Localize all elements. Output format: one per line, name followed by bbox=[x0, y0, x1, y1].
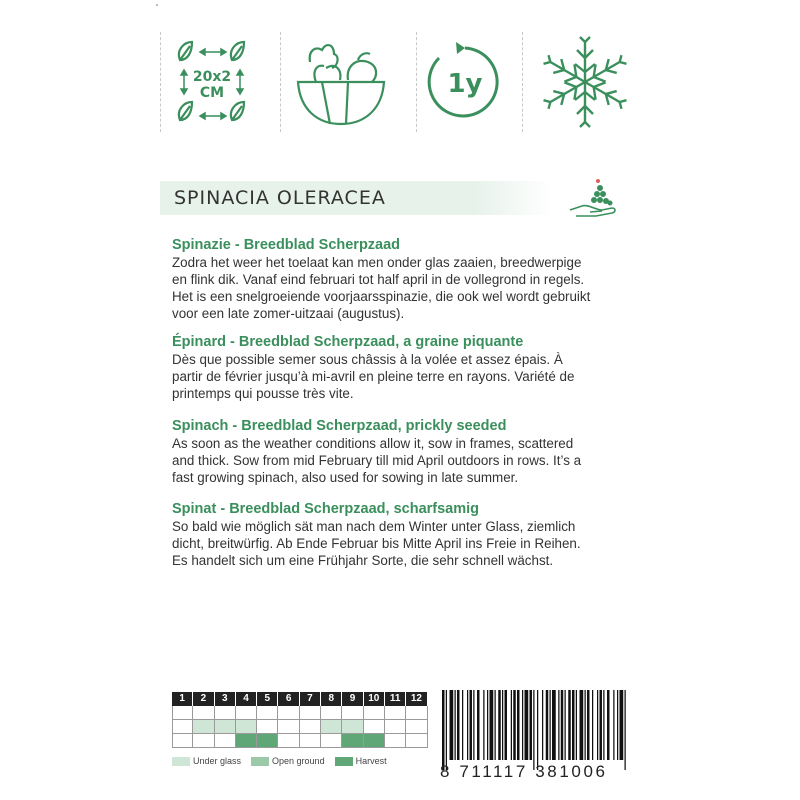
corner-mark bbox=[156, 4, 158, 6]
barcode-bar bbox=[572, 690, 575, 760]
section-heading: Épinard - Breedblad Scherpzaad, a graine piquante bbox=[172, 334, 524, 350]
section-heading: Spinach - Breedblad Scherpzaad, prickly seeded bbox=[172, 418, 507, 434]
barcode-bar bbox=[513, 690, 516, 760]
barcode-bar bbox=[530, 690, 533, 760]
barcode-bar bbox=[450, 690, 454, 760]
calendar-cell bbox=[278, 706, 299, 720]
body-line: As soon as the weather conditions allow it, sow in frames, scattered bbox=[172, 436, 574, 451]
calendar-cell bbox=[342, 734, 363, 748]
calendar-cell bbox=[172, 734, 193, 748]
section-dutch bbox=[172, 237, 642, 322]
month-label: 7 bbox=[300, 692, 321, 706]
barcode-bar bbox=[597, 690, 598, 760]
barcode-bar bbox=[498, 690, 501, 760]
body-line: and thick. Sow from mid February till mid April outdoors in rows. It’s a bbox=[172, 453, 582, 468]
body-line: printemps qui pousse très vite. bbox=[172, 386, 354, 401]
calendar-cell bbox=[406, 734, 427, 748]
spacing-unit: CM bbox=[199, 85, 225, 101]
calendar-cell bbox=[172, 706, 193, 720]
body-line: Es handelt sich um eine Frühjahr Sorte, die sehr schnell wächst. bbox=[172, 553, 554, 568]
month-label: 4 bbox=[236, 692, 257, 706]
month-label: 10 bbox=[364, 692, 385, 706]
divider bbox=[416, 32, 417, 132]
barcode-bar bbox=[625, 690, 626, 770]
spacing-value: 20x2 bbox=[192, 69, 232, 85]
barcode-bar bbox=[613, 690, 614, 760]
calendar-cell bbox=[236, 734, 257, 748]
calendar-cell bbox=[300, 720, 321, 734]
divider bbox=[160, 32, 161, 132]
calendar-cell bbox=[215, 706, 236, 720]
barcode-bar bbox=[467, 690, 468, 760]
calendar-cell bbox=[215, 720, 236, 734]
vegetable-bowl-icon bbox=[286, 32, 398, 132]
barcode-bar bbox=[522, 690, 523, 760]
barcode-bar bbox=[550, 690, 551, 760]
calendar-cell bbox=[300, 706, 321, 720]
body-line: So bald wie möglich sät man nach dem Winter unter Glass, ziemlich bbox=[172, 519, 576, 534]
section-german bbox=[172, 501, 642, 569]
legend-item bbox=[335, 756, 387, 766]
barcode-bar bbox=[576, 690, 577, 760]
month-label: 1 bbox=[172, 692, 193, 706]
calendar-cell bbox=[278, 720, 299, 734]
barcode-bar bbox=[558, 690, 559, 760]
section-heading: Spinat - Breedblad Scherpzaad, scharfsamig bbox=[172, 501, 480, 517]
barcode-bar bbox=[442, 690, 445, 770]
barcode-bar bbox=[495, 690, 496, 760]
barcode-bar bbox=[505, 690, 508, 760]
hand-seeds-icon bbox=[568, 176, 620, 222]
calendar-cell bbox=[257, 706, 278, 720]
barcode-bar bbox=[620, 690, 624, 760]
calendar-cell bbox=[321, 706, 342, 720]
calendar-cell bbox=[193, 734, 214, 748]
month-label: 8 bbox=[321, 692, 342, 706]
body-line: voor een late zomer-uitzaai (augustus). bbox=[172, 306, 405, 321]
calendar-cell bbox=[215, 734, 236, 748]
barcode-bar bbox=[533, 690, 534, 770]
legend-label: Open ground bbox=[272, 756, 325, 766]
annual-cycle-icon bbox=[422, 32, 508, 132]
calendar-cell bbox=[342, 706, 363, 720]
barcode-bar bbox=[580, 690, 584, 760]
month-label: 6 bbox=[278, 692, 299, 706]
barcode-bar bbox=[537, 690, 538, 770]
calendar-cell bbox=[385, 706, 406, 720]
month-label: 11 bbox=[385, 692, 406, 706]
calendar-cell bbox=[342, 720, 363, 734]
barcode-bar bbox=[483, 690, 484, 760]
legend-label: Harvest bbox=[355, 756, 387, 766]
barcode-bar bbox=[457, 690, 460, 760]
legend-item bbox=[172, 756, 241, 766]
latin-name-band bbox=[160, 181, 552, 215]
section-heading: Spinazie - Breedblad Scherpzaad bbox=[172, 237, 401, 253]
barcode-bar bbox=[542, 690, 543, 760]
legend-item bbox=[251, 756, 325, 766]
calendar-cell bbox=[193, 720, 214, 734]
month-header bbox=[172, 692, 428, 706]
barcode-bar bbox=[473, 690, 474, 760]
legend-swatch bbox=[335, 757, 353, 766]
barcode-bar bbox=[462, 690, 463, 760]
calendar-cell bbox=[257, 734, 278, 748]
calendar-cell bbox=[406, 706, 427, 720]
barcode-bar bbox=[568, 690, 571, 760]
divider bbox=[280, 32, 281, 132]
barcode-digits: 8 711117 381006 bbox=[440, 762, 608, 781]
month-label: 5 bbox=[257, 692, 278, 706]
barcode-bar bbox=[565, 690, 566, 760]
section-french bbox=[172, 334, 642, 402]
lifecycle-label: 1y bbox=[447, 69, 483, 99]
month-label: 9 bbox=[342, 692, 363, 706]
barcode-bar bbox=[446, 690, 447, 770]
barcode-bar bbox=[587, 690, 590, 760]
calendar-cell bbox=[278, 734, 299, 748]
barcode-bar bbox=[525, 690, 529, 760]
month-label: 2 bbox=[193, 692, 214, 706]
barcode-bar bbox=[490, 690, 494, 760]
barcode-bar bbox=[470, 690, 473, 760]
month-label: 3 bbox=[215, 692, 236, 706]
barcode-bar bbox=[546, 690, 549, 760]
calendar-row bbox=[172, 734, 428, 748]
barcode-bar bbox=[607, 690, 610, 760]
divider bbox=[522, 32, 523, 132]
body-line: partir de février jusqu’à mi-avril en pleine terre en rayons. Variété de bbox=[172, 369, 575, 384]
calendar-cell bbox=[257, 720, 278, 734]
calendar-cell bbox=[364, 706, 385, 720]
calendar-cell bbox=[385, 734, 406, 748]
body-line: fast growing spinach, also used for sowing in late summer. bbox=[172, 470, 519, 485]
barcode-bar bbox=[511, 690, 512, 760]
calendar-row bbox=[172, 706, 428, 720]
calendar-cell bbox=[406, 720, 427, 734]
calendar-cell bbox=[321, 720, 342, 734]
legend-swatch bbox=[172, 757, 190, 766]
snowflake-frost-icon bbox=[540, 32, 630, 132]
calendar-cell bbox=[364, 734, 385, 748]
barcode-bar bbox=[455, 690, 456, 760]
barcode-bar bbox=[603, 690, 604, 760]
barcode-bar bbox=[502, 690, 503, 760]
calendar-cell bbox=[385, 720, 406, 734]
barcode-bar bbox=[585, 690, 586, 760]
calendar-cell bbox=[364, 720, 385, 734]
latin-name: SPINACIA OLERACEA bbox=[174, 187, 386, 209]
legend-label: Under glass bbox=[193, 756, 242, 766]
calendar-cell bbox=[300, 734, 321, 748]
leaf-spacing-icon bbox=[166, 32, 258, 132]
month-label: 12 bbox=[406, 692, 427, 706]
body-line: en flink dik. Vanaf eind februari tot half april in de vollegrond in regels. bbox=[172, 272, 585, 287]
calendar-cell bbox=[321, 734, 342, 748]
calendar-legend bbox=[172, 755, 397, 767]
body-line: dicht, breitwürfig. Ab Ende Februar bis Mitte April ins Freie in Reihen. bbox=[172, 536, 581, 551]
barcode-bar bbox=[487, 690, 488, 760]
calendar-cell bbox=[236, 720, 257, 734]
body-line: Het is een snelgroeiende voorjaarsspinazie, die ook wel wordt gebruikt bbox=[172, 289, 591, 304]
calendar-cell bbox=[193, 706, 214, 720]
barcode-bar bbox=[517, 690, 520, 760]
barcode-bar bbox=[552, 690, 556, 760]
barcode-bar bbox=[561, 690, 564, 760]
calendar-cell bbox=[236, 706, 257, 720]
barcode-bar bbox=[600, 690, 603, 760]
body-line: Zodra het weer het toelaat kan men onder glas zaaien, breedwerpige bbox=[172, 255, 582, 270]
calendar-row bbox=[172, 720, 428, 734]
calendar-cell bbox=[172, 720, 193, 734]
barcode-bar bbox=[477, 690, 480, 760]
icon-row bbox=[160, 32, 640, 144]
legend-swatch bbox=[251, 757, 269, 766]
section-english bbox=[172, 418, 642, 486]
body-line: Dès que possible semer sous châssis à la volée et assez épais. À bbox=[172, 352, 563, 367]
barcode-bar bbox=[617, 690, 618, 760]
sowing-calendar bbox=[172, 692, 428, 750]
barcode-bar bbox=[592, 690, 593, 760]
